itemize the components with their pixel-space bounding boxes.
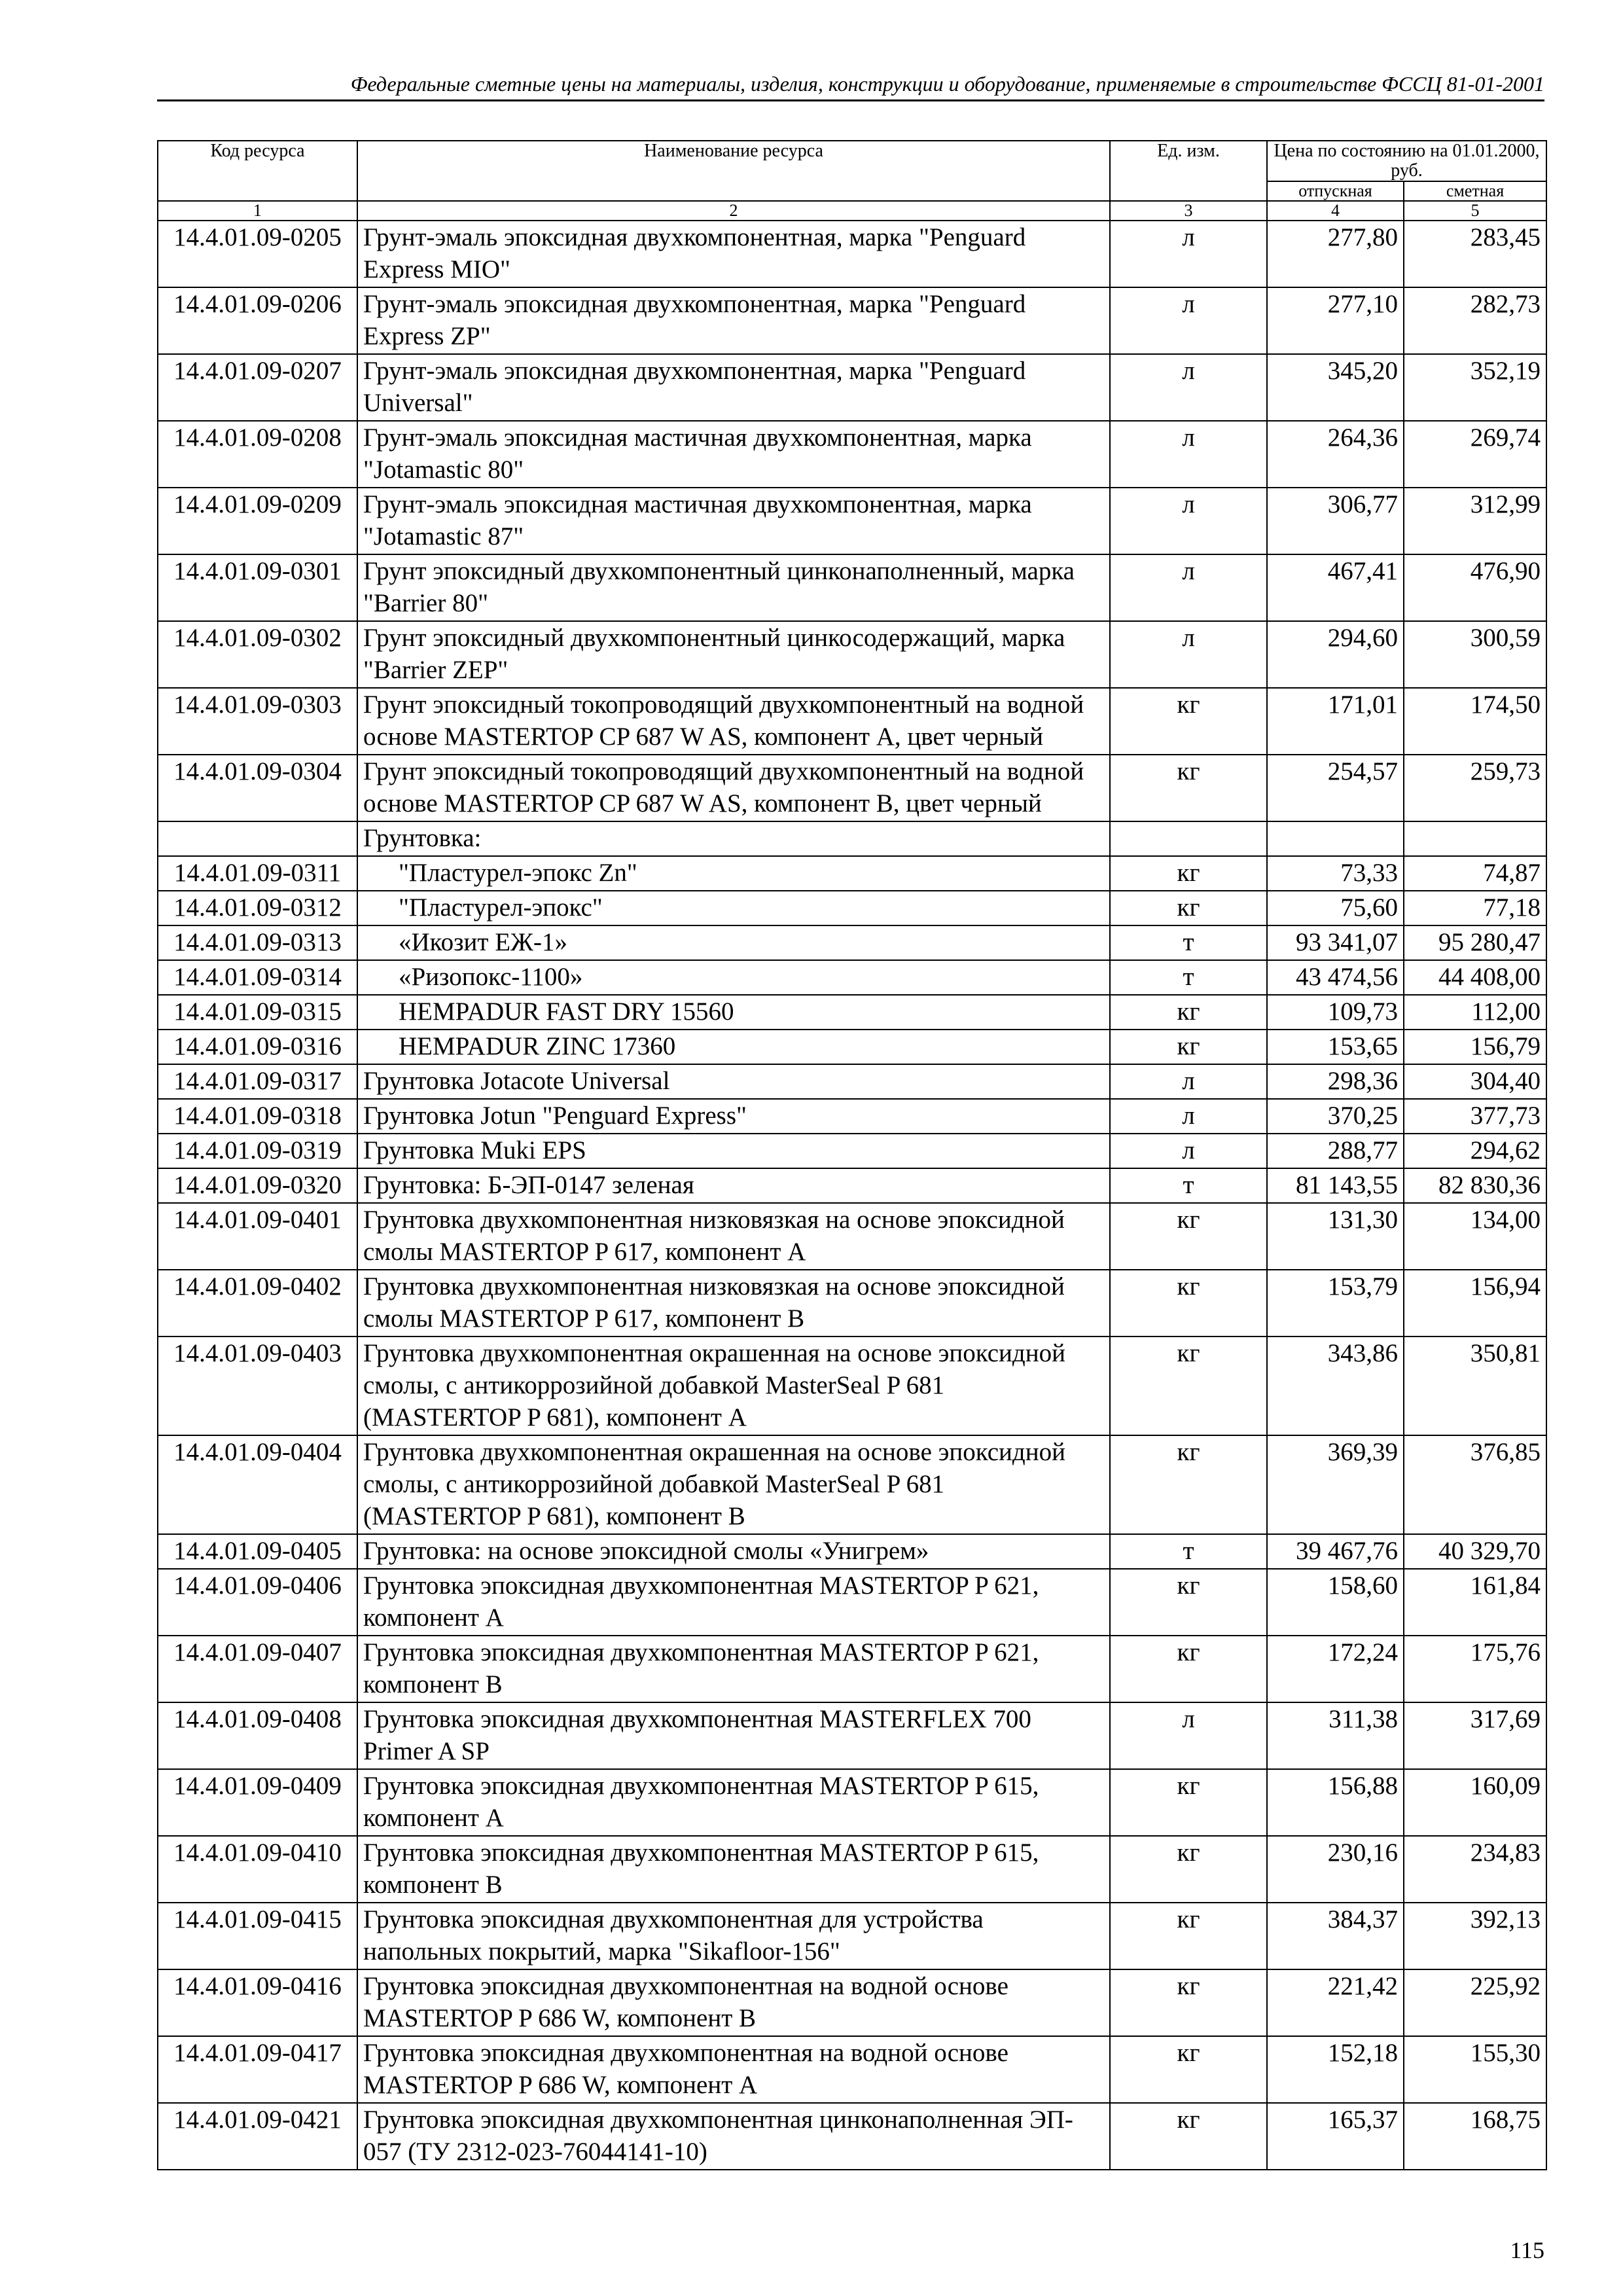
- release-price-cell: 230,16: [1267, 1836, 1404, 1903]
- name-cell: Грунтовка эпоксидная двухкомпонентная MASTERFLEX 700 Primer A SP: [357, 1702, 1110, 1769]
- unit-cell: кг: [1110, 755, 1267, 821]
- name-cell: «Икозит ЕЖ-1»: [357, 925, 1110, 960]
- column-number: 1: [158, 201, 357, 221]
- unit-cell: кг: [1110, 891, 1267, 925]
- table-row: [158, 856, 1546, 891]
- table-row: [158, 1569, 1546, 1636]
- estimate-price-cell: 155,30: [1404, 2036, 1546, 2103]
- table-row: [158, 1336, 1546, 1435]
- table-row: [158, 354, 1546, 421]
- unit-cell: л: [1110, 354, 1267, 421]
- release-price-cell: 345,20: [1267, 354, 1404, 421]
- table-row: [158, 1134, 1546, 1168]
- estimate-price-cell: 175,76: [1404, 1636, 1546, 1702]
- unit-cell: кг: [1110, 1030, 1267, 1064]
- unit-cell: [1110, 821, 1267, 856]
- table-row: [158, 488, 1546, 554]
- estimate-price-cell: 174,50: [1404, 688, 1546, 755]
- name-cell: Грунтовка Muki EPS: [357, 1134, 1110, 1168]
- name-cell: Грунтовка эпоксидная двухкомпонентная MASTERTOP P 615, компонент A: [357, 1769, 1110, 1836]
- name-cell: Грунтовка эпоксидная двухкомпонентная на водной основе MASTERTOP P 686 W, компонент B: [357, 1969, 1110, 2036]
- name-cell: Грунтовка эпоксидная двухкомпонентная MASTERTOP P 615, компонент B: [357, 1836, 1110, 1903]
- estimate-price-cell: 377,73: [1404, 1099, 1546, 1134]
- name-cell: Грунт-эмаль эпоксидная двухкомпонентная, марка "Penguard Universal": [357, 354, 1110, 421]
- code-cell: 14.4.01.09-0312: [158, 891, 357, 925]
- header-price: Цена по состоянию на 01.01.2000, руб.: [1267, 141, 1546, 181]
- release-price-cell: 39 467,76: [1267, 1534, 1404, 1569]
- table-row: [158, 287, 1546, 354]
- name-cell: HEMPADUR ZINC 17360: [357, 1030, 1110, 1064]
- table-row: [158, 2036, 1546, 2103]
- unit-cell: л: [1110, 287, 1267, 354]
- unit-cell: кг: [1110, 1435, 1267, 1534]
- name-cell: Грунтовка двухкомпонентная низковязкая на основе эпоксидной смолы MASTERTOP P 617, компонент B: [357, 1270, 1110, 1336]
- code-cell: 14.4.01.09-0320: [158, 1168, 357, 1203]
- release-price-cell: 43 474,56: [1267, 960, 1404, 995]
- estimate-price-cell: [1404, 821, 1546, 856]
- table-row: [158, 1168, 1546, 1203]
- name-cell: Грунтовка эпоксидная двухкомпонентная MASTERTOP P 621, компонент B: [357, 1636, 1110, 1702]
- code-cell: 14.4.01.09-0313: [158, 925, 357, 960]
- name-cell: Грунтовка: Б-ЭП-0147 зеленая: [357, 1168, 1110, 1203]
- code-cell: 14.4.01.09-0209: [158, 488, 357, 554]
- unit-cell: л: [1110, 488, 1267, 554]
- table-row: [158, 1270, 1546, 1336]
- code-cell: 14.4.01.09-0319: [158, 1134, 357, 1168]
- unit-cell: т: [1110, 1168, 1267, 1203]
- unit-cell: л: [1110, 1064, 1267, 1099]
- code-cell: 14.4.01.09-0302: [158, 621, 357, 688]
- estimate-price-cell: 40 329,70: [1404, 1534, 1546, 1569]
- release-price-cell: [1267, 821, 1404, 856]
- header-estimate: сметная: [1404, 181, 1546, 201]
- name-cell: «Ризопокс-1100»: [357, 960, 1110, 995]
- code-cell: 14.4.01.09-0304: [158, 755, 357, 821]
- table-row: [158, 1836, 1546, 1903]
- table-row: [158, 1064, 1546, 1099]
- group-header-row: [158, 821, 1546, 856]
- code-cell: 14.4.01.09-0415: [158, 1903, 357, 1969]
- name-cell: Грунт эпоксидный двухкомпонентный цинкосодержащий, марка "Barrier ZEP": [357, 621, 1110, 688]
- release-price-cell: 153,79: [1267, 1270, 1404, 1336]
- unit-cell: л: [1110, 1134, 1267, 1168]
- release-price-cell: 277,10: [1267, 287, 1404, 354]
- estimate-price-cell: 283,45: [1404, 221, 1546, 287]
- table-row: [158, 554, 1546, 621]
- unit-cell: л: [1110, 421, 1267, 488]
- page-number: 115: [1510, 2237, 1544, 2263]
- code-cell: 14.4.01.09-0408: [158, 1702, 357, 1769]
- name-cell: Грунт-эмаль эпоксидная мастичная двухкомпонентная, марка "Jotamastic 87": [357, 488, 1110, 554]
- table-row: [158, 221, 1546, 287]
- estimate-price-cell: 352,19: [1404, 354, 1546, 421]
- table-row: [158, 1702, 1546, 1769]
- unit-cell: кг: [1110, 688, 1267, 755]
- code-cell: 14.4.01.09-0207: [158, 354, 357, 421]
- name-cell: Грунтовка эпоксидная двухкомпонентная MASTERTOP P 621, компонент A: [357, 1569, 1110, 1636]
- code-cell: 14.4.01.09-0311: [158, 856, 357, 891]
- code-cell: 14.4.01.09-0206: [158, 287, 357, 354]
- code-cell: 14.4.01.09-0316: [158, 1030, 357, 1064]
- unit-cell: кг: [1110, 1969, 1267, 2036]
- estimate-price-cell: 225,92: [1404, 1969, 1546, 2036]
- estimate-price-cell: 259,73: [1404, 755, 1546, 821]
- table-row: [158, 688, 1546, 755]
- table-row: [158, 925, 1546, 960]
- estimate-price-cell: 74,87: [1404, 856, 1546, 891]
- release-price-cell: 298,36: [1267, 1064, 1404, 1099]
- code-cell: 14.4.01.09-0205: [158, 221, 357, 287]
- column-number: 4: [1267, 201, 1404, 221]
- estimate-price-cell: 392,13: [1404, 1903, 1546, 1969]
- unit-cell: л: [1110, 1702, 1267, 1769]
- release-price-cell: 131,30: [1267, 1203, 1404, 1270]
- table-row: [158, 1030, 1546, 1064]
- estimate-price-cell: 300,59: [1404, 621, 1546, 688]
- table-row: [158, 1769, 1546, 1836]
- code-cell: [158, 821, 357, 856]
- release-price-cell: 152,18: [1267, 2036, 1404, 2103]
- estimate-price-cell: 82 830,36: [1404, 1168, 1546, 1203]
- table-row: [158, 1534, 1546, 1569]
- unit-cell: л: [1110, 1099, 1267, 1134]
- unit-cell: кг: [1110, 1569, 1267, 1636]
- release-price-cell: 158,60: [1267, 1569, 1404, 1636]
- code-cell: 14.4.01.09-0314: [158, 960, 357, 995]
- release-price-cell: 153,65: [1267, 1030, 1404, 1064]
- estimate-price-cell: 77,18: [1404, 891, 1546, 925]
- estimate-price-cell: 156,94: [1404, 1270, 1546, 1336]
- release-price-cell: 221,42: [1267, 1969, 1404, 2036]
- estimate-price-cell: 294,62: [1404, 1134, 1546, 1168]
- code-cell: 14.4.01.09-0318: [158, 1099, 357, 1134]
- name-cell: Грунтовка двухкомпонентная окрашенная на основе эпоксидной смолы, с антикоррозийной добавкой MasterSeal P 681 (MASTERTOP P 681), компонент В: [357, 1435, 1110, 1534]
- estimate-price-cell: 350,81: [1404, 1336, 1546, 1435]
- release-price-cell: 75,60: [1267, 891, 1404, 925]
- release-price-cell: 73,33: [1267, 856, 1404, 891]
- header-release: отпускная: [1267, 181, 1404, 201]
- column-number: 3: [1110, 201, 1267, 221]
- code-cell: 14.4.01.09-0421: [158, 2103, 357, 2170]
- code-cell: 14.4.01.09-0407: [158, 1636, 357, 1702]
- name-cell: "Пластурел-эпокс Zn": [357, 856, 1110, 891]
- table-row: [158, 960, 1546, 995]
- column-number: 5: [1404, 201, 1546, 221]
- release-price-cell: 171,01: [1267, 688, 1404, 755]
- table-row: [158, 1203, 1546, 1270]
- code-cell: 14.4.01.09-0416: [158, 1969, 357, 2036]
- name-cell: Грунтовка: на основе эпоксидной смолы «Унигрем»: [357, 1534, 1110, 1569]
- unit-cell: т: [1110, 925, 1267, 960]
- release-price-cell: 294,60: [1267, 621, 1404, 688]
- name-cell: Грунт-эмаль эпоксидная двухкомпонентная, марка "Penguard Express ZP": [357, 287, 1110, 354]
- unit-cell: кг: [1110, 2036, 1267, 2103]
- name-cell: "Пластурел-эпокс": [357, 891, 1110, 925]
- unit-cell: л: [1110, 554, 1267, 621]
- name-cell: Грунтовка эпоксидная двухкомпонентная для устройства напольных покрытий, марка "Sikafloor-156": [357, 1903, 1110, 1969]
- estimate-price-cell: 376,85: [1404, 1435, 1546, 1534]
- code-cell: 14.4.01.09-0409: [158, 1769, 357, 1836]
- code-cell: 14.4.01.09-0410: [158, 1836, 357, 1903]
- header-unit: Ед. изм.: [1110, 141, 1267, 201]
- unit-cell: кг: [1110, 1769, 1267, 1836]
- release-price-cell: 156,88: [1267, 1769, 1404, 1836]
- unit-cell: кг: [1110, 995, 1267, 1030]
- code-cell: 14.4.01.09-0315: [158, 995, 357, 1030]
- release-price-cell: 384,37: [1267, 1903, 1404, 1969]
- estimate-price-cell: 234,83: [1404, 1836, 1546, 1903]
- estimate-price-cell: 168,75: [1404, 2103, 1546, 2170]
- estimate-price-cell: 161,84: [1404, 1569, 1546, 1636]
- estimate-price-cell: 44 408,00: [1404, 960, 1546, 995]
- release-price-cell: 172,24: [1267, 1636, 1404, 1702]
- column-numbers-row: [158, 201, 1546, 221]
- header-code: Код ресурса: [158, 141, 357, 201]
- release-price-cell: 288,77: [1267, 1134, 1404, 1168]
- code-cell: 14.4.01.09-0406: [158, 1569, 357, 1636]
- release-price-cell: 81 143,55: [1267, 1168, 1404, 1203]
- estimate-price-cell: 312,99: [1404, 488, 1546, 554]
- unit-cell: кг: [1110, 1336, 1267, 1435]
- code-cell: 14.4.01.09-0403: [158, 1336, 357, 1435]
- estimate-price-cell: 160,09: [1404, 1769, 1546, 1836]
- code-cell: 14.4.01.09-0317: [158, 1064, 357, 1099]
- unit-cell: кг: [1110, 2103, 1267, 2170]
- estimate-price-cell: 282,73: [1404, 287, 1546, 354]
- unit-cell: кг: [1110, 1903, 1267, 1969]
- name-cell: Грунтовка Jotun "Penguard Express": [357, 1099, 1110, 1134]
- unit-cell: л: [1110, 221, 1267, 287]
- name-cell: Грунт-эмаль эпоксидная двухкомпонентная, марка "Penguard Express MIO": [357, 221, 1110, 287]
- release-price-cell: 311,38: [1267, 1702, 1404, 1769]
- unit-cell: кг: [1110, 1636, 1267, 1702]
- release-price-cell: 93 341,07: [1267, 925, 1404, 960]
- code-cell: 14.4.01.09-0417: [158, 2036, 357, 2103]
- name-cell: Грунтовка эпоксидная двухкомпонентная на водной основе MASTERTOP P 686 W, компонент A: [357, 2036, 1110, 2103]
- table-row: [158, 995, 1546, 1030]
- unit-cell: л: [1110, 621, 1267, 688]
- table-row: [158, 891, 1546, 925]
- table-row: [158, 755, 1546, 821]
- unit-cell: т: [1110, 960, 1267, 995]
- code-cell: 14.4.01.09-0401: [158, 1203, 357, 1270]
- unit-cell: кг: [1110, 1203, 1267, 1270]
- release-price-cell: 254,57: [1267, 755, 1404, 821]
- estimate-price-cell: 95 280,47: [1404, 925, 1546, 960]
- release-price-cell: 306,77: [1267, 488, 1404, 554]
- release-price-cell: 369,39: [1267, 1435, 1404, 1534]
- release-price-cell: 370,25: [1267, 1099, 1404, 1134]
- name-cell: Грунт эпоксидный токопроводящий двухкомпонентный на водной основе MASTERTOP CP 687 W AS, компонент В, цвет черный: [357, 755, 1110, 821]
- estimate-price-cell: 317,69: [1404, 1702, 1546, 1769]
- price-table: [157, 140, 1547, 2170]
- name-cell: Грунтовка двухкомпонентная низковязкая на основе эпоксидной смолы MASTERTOP P 617, компонент A: [357, 1203, 1110, 1270]
- estimate-price-cell: 134,00: [1404, 1203, 1546, 1270]
- release-price-cell: 277,80: [1267, 221, 1404, 287]
- table-row: [158, 1903, 1546, 1969]
- table-row: [158, 1099, 1546, 1134]
- estimate-price-cell: 304,40: [1404, 1064, 1546, 1099]
- release-price-cell: 165,37: [1267, 2103, 1404, 2170]
- table-row: [158, 2103, 1546, 2170]
- unit-cell: кг: [1110, 1270, 1267, 1336]
- running-header: Федеральные сметные цены на материалы, изделия, конструкции и оборудование, применяемые в строительстве ФССЦ 81-01-2001: [157, 71, 1544, 101]
- release-price-cell: 343,86: [1267, 1336, 1404, 1435]
- code-cell: 14.4.01.09-0301: [158, 554, 357, 621]
- estimate-price-cell: 269,74: [1404, 421, 1546, 488]
- table-row: [158, 1636, 1546, 1702]
- code-cell: 14.4.01.09-0208: [158, 421, 357, 488]
- name-cell: Грунт эпоксидный двухкомпонентный цинконаполненный, марка "Barrier 80": [357, 554, 1110, 621]
- name-cell: Грунтовка Jotacote Universal: [357, 1064, 1110, 1099]
- table-row: [158, 1969, 1546, 2036]
- estimate-price-cell: 112,00: [1404, 995, 1546, 1030]
- release-price-cell: 467,41: [1267, 554, 1404, 621]
- name-cell: HEMPADUR FAST DRY 15560: [357, 995, 1110, 1030]
- unit-cell: кг: [1110, 1836, 1267, 1903]
- table-row: [158, 621, 1546, 688]
- release-price-cell: 264,36: [1267, 421, 1404, 488]
- estimate-price-cell: 156,79: [1404, 1030, 1546, 1064]
- name-cell: Грунтовка эпоксидная двухкомпонентная цинконаполненная ЭП- 057 (ТУ 2312-023-76044141-10): [357, 2103, 1110, 2170]
- code-cell: 14.4.01.09-0303: [158, 688, 357, 755]
- release-price-cell: 109,73: [1267, 995, 1404, 1030]
- table-row: [158, 421, 1546, 488]
- name-cell: Грунт-эмаль эпоксидная мастичная двухкомпонентная, марка "Jotamastic 80": [357, 421, 1110, 488]
- table-row: [158, 1435, 1546, 1534]
- estimate-price-cell: 476,90: [1404, 554, 1546, 621]
- code-cell: 14.4.01.09-0405: [158, 1534, 357, 1569]
- unit-cell: т: [1110, 1534, 1267, 1569]
- name-cell: Грунтовка:: [357, 821, 1110, 856]
- unit-cell: кг: [1110, 856, 1267, 891]
- code-cell: 14.4.01.09-0404: [158, 1435, 357, 1534]
- code-cell: 14.4.01.09-0402: [158, 1270, 357, 1336]
- name-cell: Грунтовка двухкомпонентная окрашенная на основе эпоксидной смолы, с антикоррозийной добавкой MasterSeal P 681 (MASTERTOP P 681), компонент A: [357, 1336, 1110, 1435]
- column-number: 2: [357, 201, 1110, 221]
- name-cell: Грунт эпоксидный токопроводящий двухкомпонентный на водной основе MASTERTOP CP 687 W AS, компонент А, цвет черный: [357, 688, 1110, 755]
- header-name: Наименование ресурса: [357, 141, 1110, 201]
